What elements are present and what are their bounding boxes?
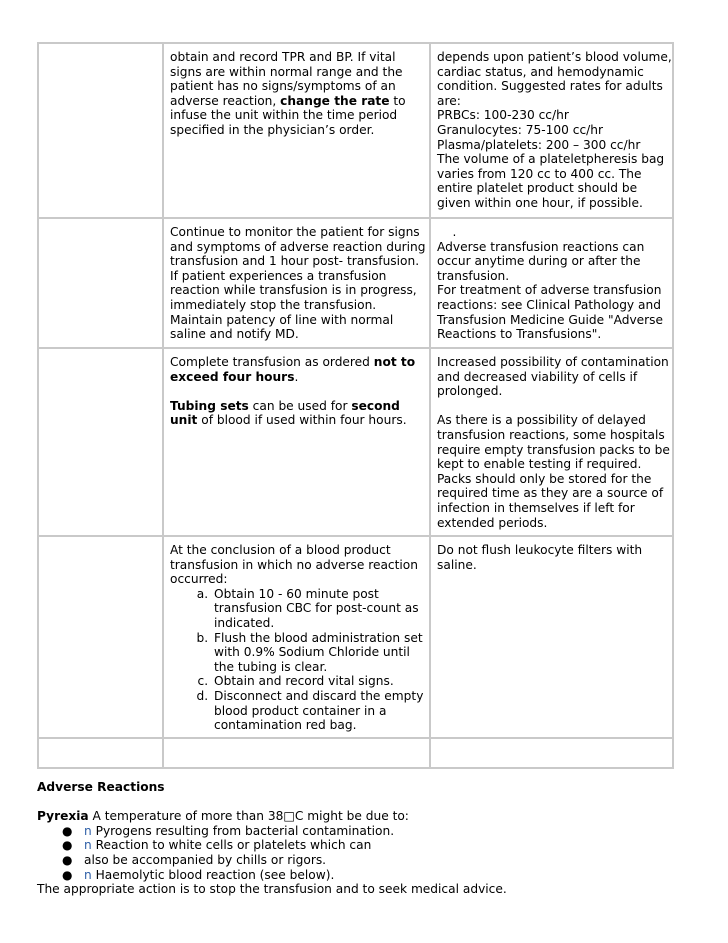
steps-list: [170, 587, 424, 733]
bold-text: second: [351, 398, 400, 413]
text-run: adverse reaction,: [170, 93, 281, 108]
rationale-line: cardiac status, and hemodynamic: [437, 64, 644, 79]
text-run: transfusion and 1 hour post- transfusion.: [170, 254, 420, 269]
section-heading: Adverse Reactions: [37, 780, 165, 794]
text-run: .: [294, 369, 299, 384]
bullet-icon: ●: [62, 867, 73, 882]
text-run: to: [389, 93, 406, 108]
adverse-reactions-section: [37, 780, 697, 897]
action-line: [170, 50, 424, 65]
rationale-line: Transfusion Medicine Guide "Adverse: [437, 312, 664, 327]
text-run: can be used for: [248, 398, 352, 413]
closing-text: The appropriate action is to stop the transfusion and to seek medical advice.: [37, 882, 507, 897]
action-line: [170, 413, 424, 428]
rationale-cell: [430, 536, 673, 738]
item-prefix: n: [84, 838, 96, 853]
text-run: and symptoms of adverse reaction during: [170, 239, 426, 254]
rationale-line: As there is a possibility of delayed: [437, 413, 646, 428]
action-line: [170, 283, 424, 298]
list-item: [37, 868, 697, 883]
action-cell: [163, 43, 430, 218]
list-item: a. Obtain 10 - 60 minute post transfusion CBC for post-count as indicated.: [212, 587, 424, 631]
rationale-line: prolonged.: [437, 384, 503, 399]
rationale-line: occur anytime during or after the: [437, 254, 641, 269]
list-item: b. Flush the blood administration set with 0.9% Sodium Chloride until the tubing is clear.: [212, 631, 424, 675]
rationale-line: condition. Suggested rates for adults: [437, 79, 663, 94]
action-line: [170, 79, 424, 94]
rationale-line: PRBCs: 100-230 cc/hr: [437, 108, 569, 123]
rationale-line: given within one hour, if possible.: [437, 195, 643, 210]
list-item: c. Obtain and record vital signs.: [212, 674, 424, 689]
step-cell: [38, 218, 163, 348]
list-item: [37, 853, 697, 868]
text-run: patient has no signs/symptoms of an: [170, 79, 396, 94]
text-run: obtain and record TPR and BP. If vital: [170, 50, 396, 64]
table-row: [38, 738, 673, 768]
action-line: [170, 240, 424, 255]
action-cell: [163, 348, 430, 536]
table-row: [38, 218, 673, 348]
rationale-cell: [430, 348, 673, 536]
bold-text: unit: [170, 413, 198, 428]
text-run: immediately stop the transfusion.: [170, 297, 377, 312]
action-line: [170, 65, 424, 80]
step-cell: [38, 43, 163, 218]
action-cell: [163, 738, 430, 768]
text-run: occurred:: [170, 572, 228, 587]
action-line: [170, 370, 424, 385]
rationale-line: Packs should only be stored for the: [437, 471, 652, 486]
text-run: transfusion in which no adverse reaction: [170, 557, 418, 572]
procedure-table: [37, 42, 674, 769]
rationale-line: infection in themselves if left for: [437, 500, 635, 515]
action-line: [170, 543, 424, 558]
text-run: reaction while transfusion is in progress,: [170, 283, 417, 298]
text-run: of blood if used within four hours.: [197, 413, 407, 428]
blank-line: [437, 399, 667, 414]
item-prefix: n: [84, 867, 96, 882]
pyrexia-label: Pyrexia: [37, 809, 89, 824]
table-row: [38, 348, 673, 536]
rationale-line: saline.: [437, 557, 477, 572]
rationale-line: Reactions to Transfusions".: [437, 327, 602, 342]
rationale-line: and decreased viability of cells if: [437, 369, 638, 384]
step-cell: [38, 738, 163, 768]
rationale-cell: [430, 738, 673, 768]
action-line: [170, 558, 424, 573]
table-row: [38, 536, 673, 738]
list-item: d. Disconnect and discard the empty blood product container in a contamination red bag.: [212, 689, 424, 733]
pyrexia-text: A temperature of more than 38□C might be due to:: [88, 809, 409, 824]
action-line: [170, 572, 424, 587]
pyrexia-causes-list: [37, 824, 697, 882]
step-cell: [38, 348, 163, 536]
text-run: saline and notify MD.: [170, 327, 299, 342]
rationale-line: transfusion reactions, some hospitals: [437, 427, 665, 442]
text-run: signs are within normal range and the: [170, 64, 403, 79]
action-line: [170, 269, 424, 284]
blank-line: [170, 384, 424, 399]
action-line: [170, 123, 424, 138]
action-line: [170, 254, 424, 269]
rationale-line: required time as they are a source of: [437, 486, 664, 501]
bold-text: not to: [373, 355, 416, 369]
bullet-icon: ●: [62, 838, 73, 853]
action-line: [170, 298, 424, 313]
rationale-line: Increased possibility of contamination: [437, 355, 669, 369]
text-run: Maintain patency of line with normal: [170, 312, 394, 327]
action-line: [170, 355, 424, 370]
rationale-line: transfusion.: [437, 268, 510, 283]
action-line: [170, 327, 424, 342]
rationale-line: depends upon patient’s blood volume,: [437, 50, 672, 64]
list-item: [37, 824, 697, 839]
bullet-icon: ●: [62, 852, 73, 867]
bullet-icon: ●: [62, 823, 73, 838]
rationale-line: extended periods.: [437, 515, 548, 530]
action-line: [170, 399, 424, 414]
pyrexia-paragraph: [37, 809, 697, 824]
action-line: [170, 313, 424, 328]
rationale-line: For treatment of adverse transfusion: [437, 283, 662, 298]
item-text: Reaction to white cells or platelets which can: [95, 838, 372, 853]
rationale-line: The volume of a plateletpheresis bag: [437, 152, 665, 167]
rationale-line: entire platelet product should be: [437, 181, 638, 196]
rationale-line: require empty transfusion packs to be: [437, 442, 670, 457]
action-cell: [163, 536, 430, 738]
text-run: specified in the physician’s order.: [170, 122, 375, 137]
item-text: Pyrogens resulting from bacterial contamination.: [95, 823, 395, 838]
bold-text: change the rate: [280, 93, 390, 108]
rationale-cell: [430, 43, 673, 218]
rationale-line: Adverse transfusion reactions can: [437, 239, 645, 254]
action-line: [170, 225, 424, 240]
action-line: [170, 94, 424, 109]
text-run: If patient experiences a transfusion: [170, 268, 387, 283]
rationale-line: reactions: see Clinical Pathology and: [437, 297, 661, 312]
list-item: [37, 838, 697, 853]
text-run: Complete transfusion as ordered: [170, 355, 374, 369]
item-text: Haemolytic blood reaction (see below).: [95, 867, 335, 882]
rationale-line: Do not flush leukocyte filters with: [437, 543, 643, 557]
rationale-line: varies from 120 cc to 400 cc. The: [437, 166, 642, 181]
text-run: Continue to monitor the patient for signs: [170, 225, 420, 239]
rationale-line: kept to enable testing if required.: [437, 457, 642, 472]
table-row: [38, 43, 673, 218]
bold-text: exceed four hours: [170, 369, 295, 384]
rationale-line: Granulocytes: 75-100 cc/hr: [437, 122, 604, 137]
step-cell: [38, 536, 163, 738]
rationale-line: Plasma/platelets: 200 – 300 cc/hr: [437, 137, 641, 152]
action-line: [170, 108, 424, 123]
item-text: also be accompanied by chills or rigors.: [84, 852, 327, 867]
bold-text: Tubing sets: [170, 398, 249, 413]
action-cell: [163, 218, 430, 348]
rationale-line: are:: [437, 93, 461, 108]
item-prefix: n: [84, 823, 96, 838]
rationale-cell: [430, 218, 673, 348]
rationale-line: .: [437, 225, 457, 239]
text-run: infuse the unit within the time period: [170, 108, 398, 123]
text-run: At the conclusion of a blood product: [170, 543, 391, 557]
